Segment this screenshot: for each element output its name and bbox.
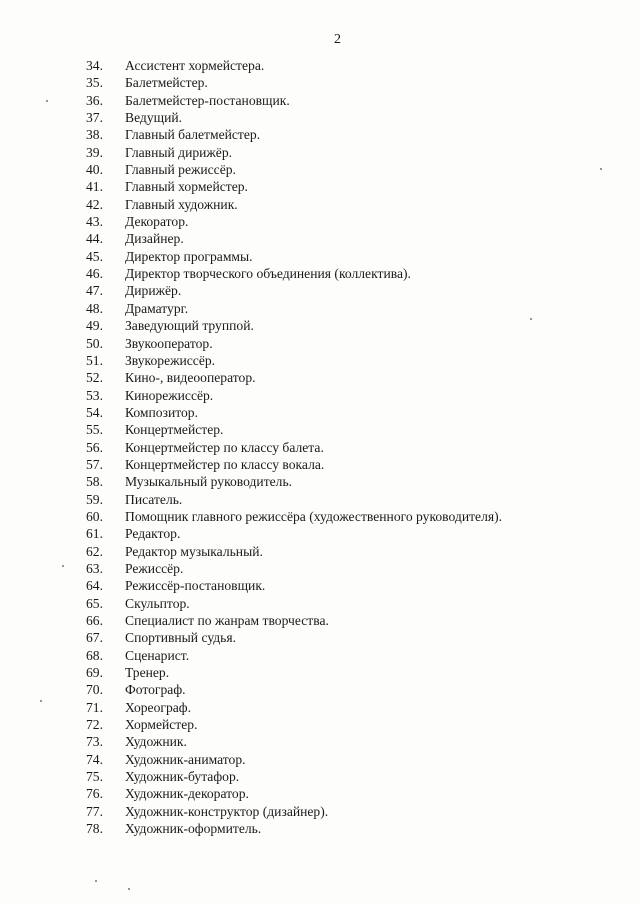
item-number: 42.: [86, 196, 103, 212]
item-number: 56.: [86, 439, 103, 455]
list-item: [0, 109, 640, 126]
item-text: Ассистент хормейстера.: [125, 58, 265, 73]
item-number: 37.: [86, 110, 103, 126]
list-item: [0, 282, 640, 299]
item-number: 38.: [86, 127, 103, 143]
list-item: [0, 369, 640, 386]
list-item: [0, 57, 640, 74]
list-item: [0, 803, 640, 820]
item-text: Художник.: [125, 734, 187, 750]
item-number: 63.: [86, 560, 103, 576]
item-text: Дирижёр.: [125, 283, 182, 299]
item-number: 36.: [86, 92, 103, 108]
list-item: [0, 681, 640, 698]
item-number: 69.: [86, 665, 103, 681]
item-text: Спортивный судья.: [125, 630, 237, 646]
item-number: 70.: [86, 682, 103, 698]
list-item: [0, 352, 640, 369]
item-number: 46.: [86, 266, 103, 282]
item-text: Звукооператор.: [125, 335, 213, 351]
item-text: Кинорежиссёр.: [125, 387, 214, 403]
item-text: Концертмейстер.: [125, 422, 224, 438]
scan-speck: [46, 100, 48, 102]
list-item: [0, 629, 640, 646]
profession-list: [0, 57, 640, 837]
list-item: [0, 439, 640, 456]
item-text: Балетмейстер-постановщик.: [125, 92, 290, 108]
item-number: 41.: [86, 179, 103, 195]
item-text: Специалист по жанрам творчества.: [125, 613, 329, 628]
item-number: 78.: [86, 821, 103, 837]
item-number: 72.: [86, 717, 103, 733]
item-text: Писатель.: [125, 491, 183, 507]
item-text: Драматург.: [125, 300, 189, 316]
item-text: Декоратор.: [125, 214, 189, 230]
list-item: [0, 335, 640, 352]
list-item: [0, 647, 640, 664]
item-number: 58.: [86, 474, 103, 490]
item-number: 39.: [86, 144, 103, 160]
item-number: 50.: [86, 335, 103, 351]
scan-speck: [95, 880, 97, 882]
item-text: Хормейстер.: [125, 717, 198, 733]
item-text: Главный балетмейстер.: [125, 127, 261, 143]
list-item: [0, 248, 640, 265]
item-number: 52.: [86, 370, 103, 386]
item-text: Концертмейстер по классу балета.: [125, 439, 324, 455]
item-text: Художник-конструктор (дизайнер).: [125, 803, 329, 819]
list-item: [0, 664, 640, 681]
list-item: [0, 595, 640, 612]
item-text: Тренер.: [125, 665, 170, 681]
list-item: [0, 92, 640, 109]
list-item: [0, 213, 640, 230]
item-number: 43.: [86, 214, 103, 230]
item-number: 59.: [86, 491, 103, 507]
scan-speck: [530, 318, 532, 320]
list-item: [0, 74, 640, 91]
item-number: 62.: [86, 543, 103, 559]
item-text: Хореограф.: [125, 699, 191, 715]
item-number: 45.: [86, 248, 103, 264]
list-item: [0, 126, 640, 143]
item-text: Редактор музыкальный.: [125, 543, 263, 559]
item-text: Сценарист.: [125, 647, 190, 663]
item-number: 60.: [86, 508, 103, 524]
list-item: [0, 404, 640, 421]
item-text: Концертмейстер по классу вокала.: [125, 456, 325, 472]
item-text: Фотограф.: [125, 682, 186, 698]
list-item: [0, 300, 640, 317]
item-text: Художник-аниматор.: [125, 751, 246, 767]
item-number: 77.: [86, 803, 103, 819]
list-item: [0, 230, 640, 247]
item-number: 73.: [86, 734, 103, 750]
item-text: Редактор.: [125, 526, 181, 542]
item-text: Кино-, видеооператор.: [125, 370, 256, 386]
list-item: [0, 265, 640, 282]
item-number: 67.: [86, 630, 103, 646]
list-item: [0, 699, 640, 716]
item-number: 65.: [86, 595, 103, 611]
list-item: [0, 196, 640, 213]
item-number: 68.: [86, 647, 103, 663]
item-text: Режиссёр.: [125, 560, 184, 576]
item-number: 61.: [86, 526, 103, 542]
item-number: 51.: [86, 352, 103, 368]
list-item: [0, 473, 640, 490]
list-item: [0, 820, 640, 837]
item-text: Художник-оформитель.: [125, 821, 262, 837]
list-item: [0, 178, 640, 195]
item-text: Главный дирижёр.: [125, 144, 233, 160]
item-text: Скульптор.: [125, 595, 190, 611]
item-number: 76.: [86, 786, 103, 802]
item-text: Главный хормейстер.: [125, 179, 248, 195]
scan-speck: [40, 700, 42, 702]
list-item: [0, 317, 640, 334]
list-item: [0, 768, 640, 785]
item-number: 54.: [86, 404, 103, 420]
item-text: Режиссёр-постановщик.: [125, 578, 266, 594]
item-text: Директор программы.: [125, 248, 253, 264]
list-item: [0, 577, 640, 594]
item-number: 71.: [86, 699, 103, 715]
item-number: 40.: [86, 162, 103, 178]
list-item: [0, 387, 640, 404]
item-number: 55.: [86, 422, 103, 438]
list-item: [0, 421, 640, 438]
item-number: 75.: [86, 769, 103, 785]
page-number: 2: [334, 32, 341, 47]
item-number: 64.: [86, 578, 103, 594]
item-text: Ведущий.: [125, 110, 183, 126]
list-item: [0, 560, 640, 577]
scan-speck: [128, 888, 130, 890]
item-number: 53.: [86, 387, 103, 403]
list-item: [0, 716, 640, 733]
item-text: Главный режиссёр.: [125, 162, 236, 178]
item-text: Балетмейстер.: [125, 75, 208, 91]
list-item: [0, 612, 640, 629]
item-number: 44.: [86, 231, 103, 247]
item-text: Помощник главного режиссёра (художественного руководителя).: [125, 508, 503, 524]
item-number: 66.: [86, 613, 103, 628]
list-item: [0, 733, 640, 750]
item-number: 48.: [86, 300, 103, 316]
list-item: [0, 751, 640, 768]
item-text: Звукорежиссёр.: [125, 352, 216, 368]
list-item: [0, 144, 640, 161]
list-item: [0, 491, 640, 508]
list-item: [0, 785, 640, 802]
list-item: [0, 161, 640, 178]
item-number: 57.: [86, 456, 103, 472]
item-text: Музыкальный руководитель.: [125, 474, 293, 490]
item-text: Художник-бутафор.: [125, 769, 240, 785]
item-text: Заведующий труппой.: [125, 318, 254, 334]
item-text: Художник-декоратор.: [125, 786, 249, 802]
scan-speck: [62, 565, 64, 567]
item-text: Дизайнер.: [125, 231, 184, 247]
item-text: Композитор.: [125, 404, 198, 420]
item-number: 74.: [86, 751, 103, 767]
list-item: [0, 508, 640, 525]
list-item: [0, 525, 640, 542]
item-number: 49.: [86, 318, 103, 334]
item-number: 34.: [86, 58, 103, 73]
item-text: Директор творческого объединения (коллектива).: [125, 266, 411, 282]
item-number: 47.: [86, 283, 103, 299]
list-item: [0, 543, 640, 560]
item-number: 35.: [86, 75, 103, 91]
item-text: Главный художник.: [125, 196, 238, 212]
list-item: [0, 456, 640, 473]
scan-speck: [600, 168, 602, 170]
